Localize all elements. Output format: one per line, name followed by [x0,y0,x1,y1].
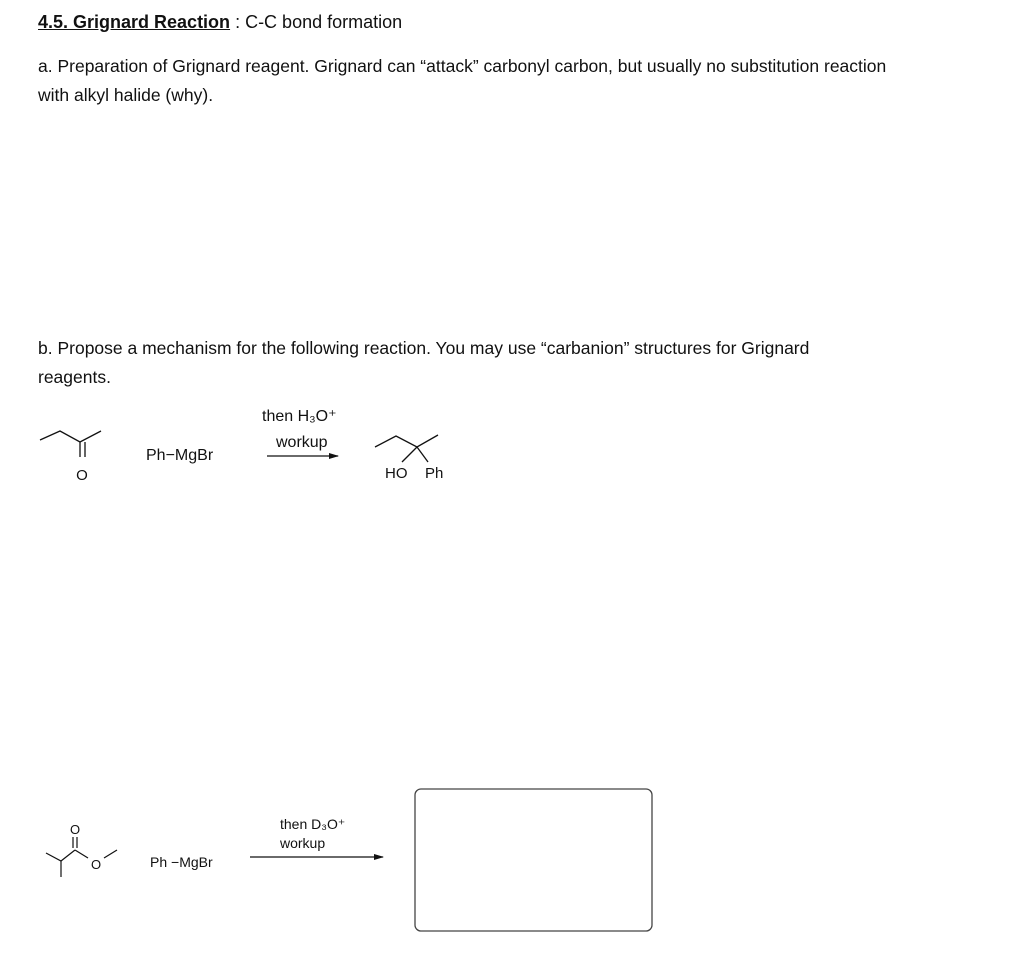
c-o-bond [402,447,417,462]
heading-subtitle: : C-C bond formation [230,12,403,32]
ketone-structure [40,431,101,457]
part-a-line-2: with alkyl halide (why). [38,85,214,105]
part-b-line-2: reagents. [38,367,111,387]
part-b-line-1: b. Propose a mechanism for the following reaction. You may use “carbanion” structures for Grignard [38,338,810,358]
c-ph-bond [417,447,428,462]
condition-2-line-2: workup [280,835,326,851]
product-phenyl-label: Ph [425,465,444,482]
ester-ether-oxygen-label: O [90,857,102,872]
heading-title: 4.5. Grignard Reaction [38,12,231,32]
ester-carbonyl-oxygen-label: O [69,822,81,837]
grignard-reagent-2: Ph −MgBr [150,854,213,870]
condition-1-line-2: workup [276,434,328,451]
answer-box[interactable] [415,789,652,931]
ester-structure [46,837,117,877]
part-a-line-1: a. Preparation of Grignard reagent. Grignard can “attack” carbonyl carbon, but usually no substitution reaction [38,56,887,76]
grignard-reagent-1: Ph−MgBr [146,447,214,464]
product-hydroxyl-label: HO [385,465,408,482]
condition-1-line-1: then H₃O⁺ [262,408,337,425]
alcohol-product-structure [375,435,438,462]
condition-2-line-1: then D₃O⁺ [280,816,346,832]
ketone-oxygen-label: O [76,467,88,484]
